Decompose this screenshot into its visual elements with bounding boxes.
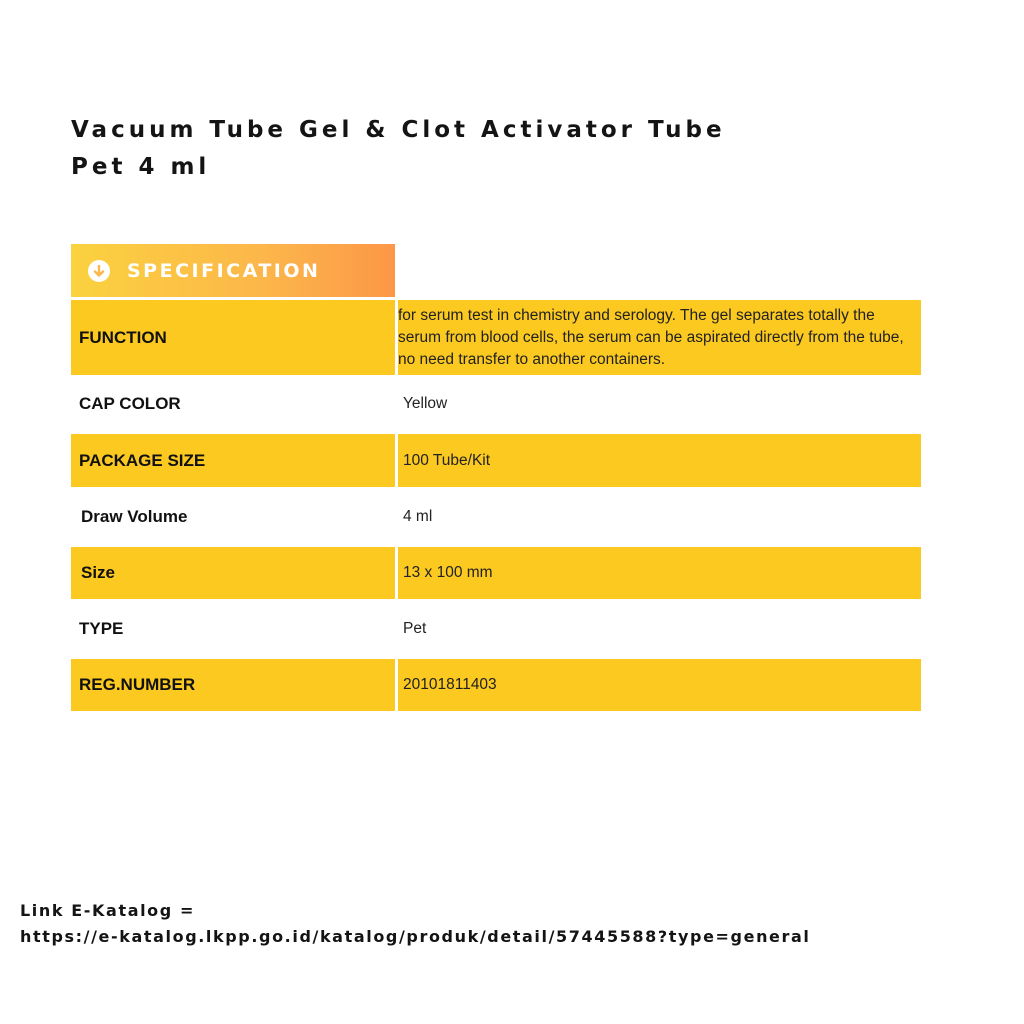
spec-label: REG.NUMBER xyxy=(71,659,395,711)
spec-label: FUNCTION xyxy=(71,300,395,375)
spec-row-draw-volume xyxy=(71,491,921,543)
spec-label: PACKAGE SIZE xyxy=(71,434,395,487)
title-line-1: Vacuum Tube Gel & Clot Activator Tube xyxy=(71,117,726,143)
spec-value: 20101811403 xyxy=(398,659,921,711)
spec-label: Size xyxy=(71,547,395,599)
specification-label: SPECIFICATION xyxy=(127,259,321,282)
spec-label: CAP COLOR xyxy=(79,394,181,413)
spec-label: TYPE xyxy=(79,619,124,638)
spec-value: Yellow xyxy=(403,395,448,412)
spec-label: Draw Volume xyxy=(81,507,188,526)
e-katalog-link[interactable]: https://e-katalog.lkpp.go.id/katalog/produk/detail/57445588?type=general xyxy=(20,927,811,946)
spec-value: 100 Tube/Kit xyxy=(398,434,921,487)
spec-value: 13 x 100 mm xyxy=(398,547,921,599)
spec-value: for serum test in chemistry and serology. The gel separates totally the serum from blood cells, the serum can be aspirated directly from the tube, no need transfer to another containers. xyxy=(398,300,921,375)
footer-link-block xyxy=(20,898,1010,950)
arrow-down-circle-icon xyxy=(88,260,110,282)
specification-header xyxy=(71,244,395,297)
footer-label: Link E-Katalog = xyxy=(20,901,195,920)
title-line-2: Pet 4 ml xyxy=(71,154,211,180)
spec-row-size xyxy=(71,547,921,599)
spec-row-cap-color xyxy=(71,378,921,430)
spec-row-package-size xyxy=(71,434,921,487)
spec-value: Pet xyxy=(403,620,427,637)
page-title xyxy=(71,112,831,186)
spec-row-reg-number xyxy=(71,659,921,711)
spec-value: 4 ml xyxy=(403,508,433,525)
spec-row-type xyxy=(71,603,921,655)
spec-row-function xyxy=(71,300,921,375)
